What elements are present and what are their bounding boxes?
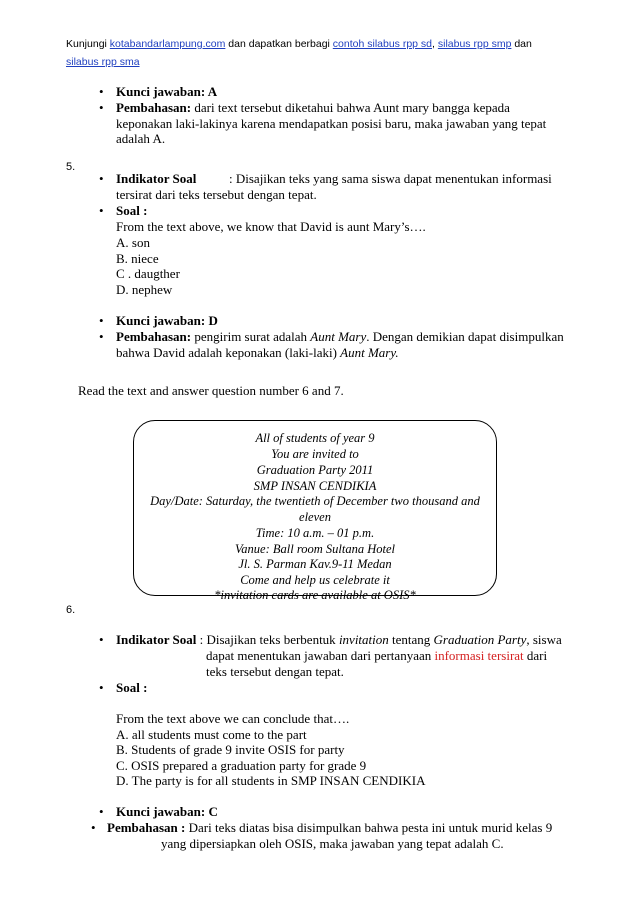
invitation-line: *invitation cards are available at OSIS* — [214, 588, 416, 602]
q6-indikator: Indikator Soal : Disajikan teks berbentuk invitation tentang Graduation Party, siswa — [116, 632, 562, 647]
invitation-line: Day/Date: Saturday, the twentieth of December two thousand and — [150, 494, 480, 508]
header-link-silabus-smp[interactable]: silabus rpp smp — [437, 38, 512, 50]
q5-indikator-label: Indikator Soal — [116, 171, 197, 186]
invitation-line: Graduation Party 2011 — [256, 463, 374, 477]
q6-pembahasan: Pembahasan : Dari teks diatas bisa disimpulkan bahwa pesta ini untuk murid kelas 9 — [107, 820, 553, 835]
bullet: • — [99, 329, 104, 344]
q6-kunci: Kunci jawaban: C — [116, 804, 218, 819]
q6-soal-label: Soal : — [116, 680, 148, 695]
q5-option: C . daugther — [116, 266, 180, 281]
bullet: • — [99, 680, 104, 695]
q4-pembahasan: Pembahasan: dari text tersebut diketahui bahwa Aunt mary bangga kepada keponakan laki-lakinya karena mendapatkan posisi baru, maka jawaban yang tepat adalah A. — [116, 100, 547, 147]
invitation-line: Vanue: Ball room Sultana Hotel — [235, 542, 395, 556]
question-number: 5. — [66, 161, 76, 173]
question-number: 6. — [66, 604, 76, 616]
bullet: • — [99, 632, 104, 647]
invitation-line: SMP INSAN CENDIKIA — [253, 479, 377, 493]
q6-question: From the text above we can conclude that…. — [116, 711, 350, 726]
header-text: dan — [511, 38, 532, 50]
q5-option: B. niece — [116, 251, 159, 266]
header-link-site[interactable]: kotabandarlampung.com — [109, 38, 226, 50]
q5-indikator-text: : Disajikan teks yang sama siswa dapat menentukan informasi — [229, 171, 552, 186]
bullet: • — [99, 203, 104, 218]
header-link-silabus-sma[interactable]: silabus rpp sma — [66, 56, 140, 68]
bullet: • — [91, 820, 96, 835]
q5-pembahasan: Pembahasan: pengirim surat adalah Aunt Mary. Dengan demikian dapat disimpulkan bahwa David adalah keponakan (laki-laki) Aunt Mary. — [116, 329, 564, 360]
q6-option: D. The party is for all students in SMP INSAN CENDIKIA — [116, 773, 426, 788]
page-header — [66, 36, 606, 52]
q6-option: C. OSIS prepared a graduation party for grade 9 — [116, 758, 367, 773]
q6-indikator-line3: teks tersebut dengan tepat. — [206, 664, 344, 679]
q5-option: A. son — [116, 235, 150, 250]
bullet: • — [99, 171, 104, 186]
invitation-line: eleven — [299, 510, 331, 524]
q5-soal-label: Soal : — [116, 203, 148, 218]
invitation-line: Jl. S. Parman Kav.9-11 Medan — [238, 557, 392, 571]
q6-option: A. all students must come to the part — [116, 727, 307, 742]
q6-pembahasan-line2: yang dipersiapkan oleh OSIS, maka jawaban yang tepat adalah C. — [161, 836, 504, 851]
q5-kunci: Kunci jawaban: D — [116, 313, 218, 328]
invitation-line: You are invited to — [271, 447, 359, 461]
header-text: Kunjungi — [66, 38, 110, 50]
q5-option: D. nephew — [116, 282, 173, 297]
q5-question: From the text above, we know that David is aunt Mary’s…. — [116, 219, 426, 234]
invitation-line: Time: 10 a.m. – 01 p.m. — [255, 526, 375, 540]
invitation-line: Come and help us celebrate it — [240, 573, 390, 587]
header-text: , — [432, 38, 438, 50]
q6-option: B. Students of grade 9 invite OSIS for party — [116, 742, 345, 757]
header-text: dan dapatkan berbagi — [225, 38, 333, 50]
page-header-line2 — [66, 54, 140, 70]
bullet: • — [99, 313, 104, 328]
header-link-silabus-sd[interactable]: contoh silabus rpp sd — [332, 38, 433, 50]
q5-indikator-text: tersirat dari teks tersebut dengan tepat. — [116, 187, 317, 202]
instruction-text: Read the text and answer question number 6 and 7. — [78, 383, 344, 398]
invitation-line: All of students of year 9 — [255, 431, 375, 445]
bullet: • — [99, 84, 104, 99]
bullet: • — [99, 804, 104, 819]
bullet: • — [99, 100, 104, 115]
q4-kunci: Kunci jawaban: A — [116, 84, 218, 99]
q6-indikator-line2: dapat menentukan jawaban dari pertanyaan informasi tersirat dari — [206, 648, 548, 663]
